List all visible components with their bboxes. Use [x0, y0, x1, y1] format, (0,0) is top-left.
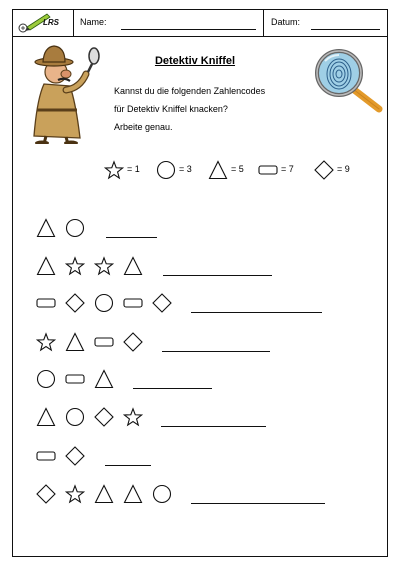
legend-value: = 1 [127, 164, 140, 174]
detective-illustration [22, 44, 104, 144]
legend-value: = 7 [281, 164, 294, 174]
name-label: Name: [80, 17, 107, 27]
date-label: Datum: [271, 17, 301, 27]
triangle-icon [123, 484, 143, 509]
star-icon [94, 256, 114, 281]
triangle-icon [36, 256, 56, 281]
circle-icon [65, 407, 85, 432]
triangle-icon [123, 256, 143, 281]
rectangle-icon [36, 446, 56, 471]
star-icon [36, 332, 56, 357]
intro-line-1: Kannst du die folgenden Zahlencodes [114, 86, 266, 96]
diamond-icon [65, 293, 85, 318]
diamond-icon [152, 293, 172, 318]
rectangle-icon [123, 293, 143, 318]
circle-icon [94, 293, 114, 318]
intro-line-2: für Detektiv Kniffel knacken? [114, 104, 228, 114]
answer-line[interactable] [163, 275, 272, 276]
circle-icon [152, 484, 172, 509]
answer-line[interactable] [161, 426, 266, 427]
triangle-icon [65, 332, 85, 357]
date-field-cell [264, 10, 387, 36]
star-icon [104, 160, 124, 180]
name-input-line[interactable] [121, 29, 256, 30]
answer-line[interactable] [162, 351, 270, 352]
rectangle-icon [36, 293, 56, 318]
rectangle-icon [258, 160, 278, 180]
logo-text: LRS [43, 18, 59, 27]
legend-value: = 5 [231, 164, 244, 174]
diamond-icon [94, 407, 114, 432]
answer-line[interactable] [191, 503, 325, 504]
triangle-icon [208, 160, 228, 180]
rectangle-icon [94, 332, 114, 357]
legend-value: = 3 [179, 164, 192, 174]
circle-icon [36, 369, 56, 394]
triangle-icon [36, 218, 56, 243]
star-icon [65, 256, 85, 281]
star-icon [65, 484, 85, 509]
intro-line-3: Arbeite genau. [114, 122, 173, 132]
diamond-icon [36, 484, 56, 509]
diamond-icon [65, 446, 85, 471]
circle-icon [65, 218, 85, 243]
triangle-icon [36, 407, 56, 432]
diamond-icon [314, 160, 334, 180]
legend-value: = 9 [337, 164, 350, 174]
star-icon [123, 407, 143, 432]
rectangle-icon [65, 369, 85, 394]
magnifier-fingerprint-icon [313, 47, 385, 115]
triangle-icon [94, 484, 114, 509]
answer-line[interactable] [191, 312, 322, 313]
logo-cell [13, 10, 74, 36]
answer-line[interactable] [106, 237, 157, 238]
answer-line[interactable] [133, 388, 212, 389]
header-bar [13, 10, 387, 37]
diamond-icon [123, 332, 143, 357]
name-field-cell [74, 10, 264, 36]
circle-icon [156, 160, 176, 180]
worksheet-title: Detektiv Kniffel [154, 55, 236, 67]
triangle-icon [94, 369, 114, 394]
date-input-line[interactable] [311, 29, 380, 30]
answer-line[interactable] [105, 465, 151, 466]
